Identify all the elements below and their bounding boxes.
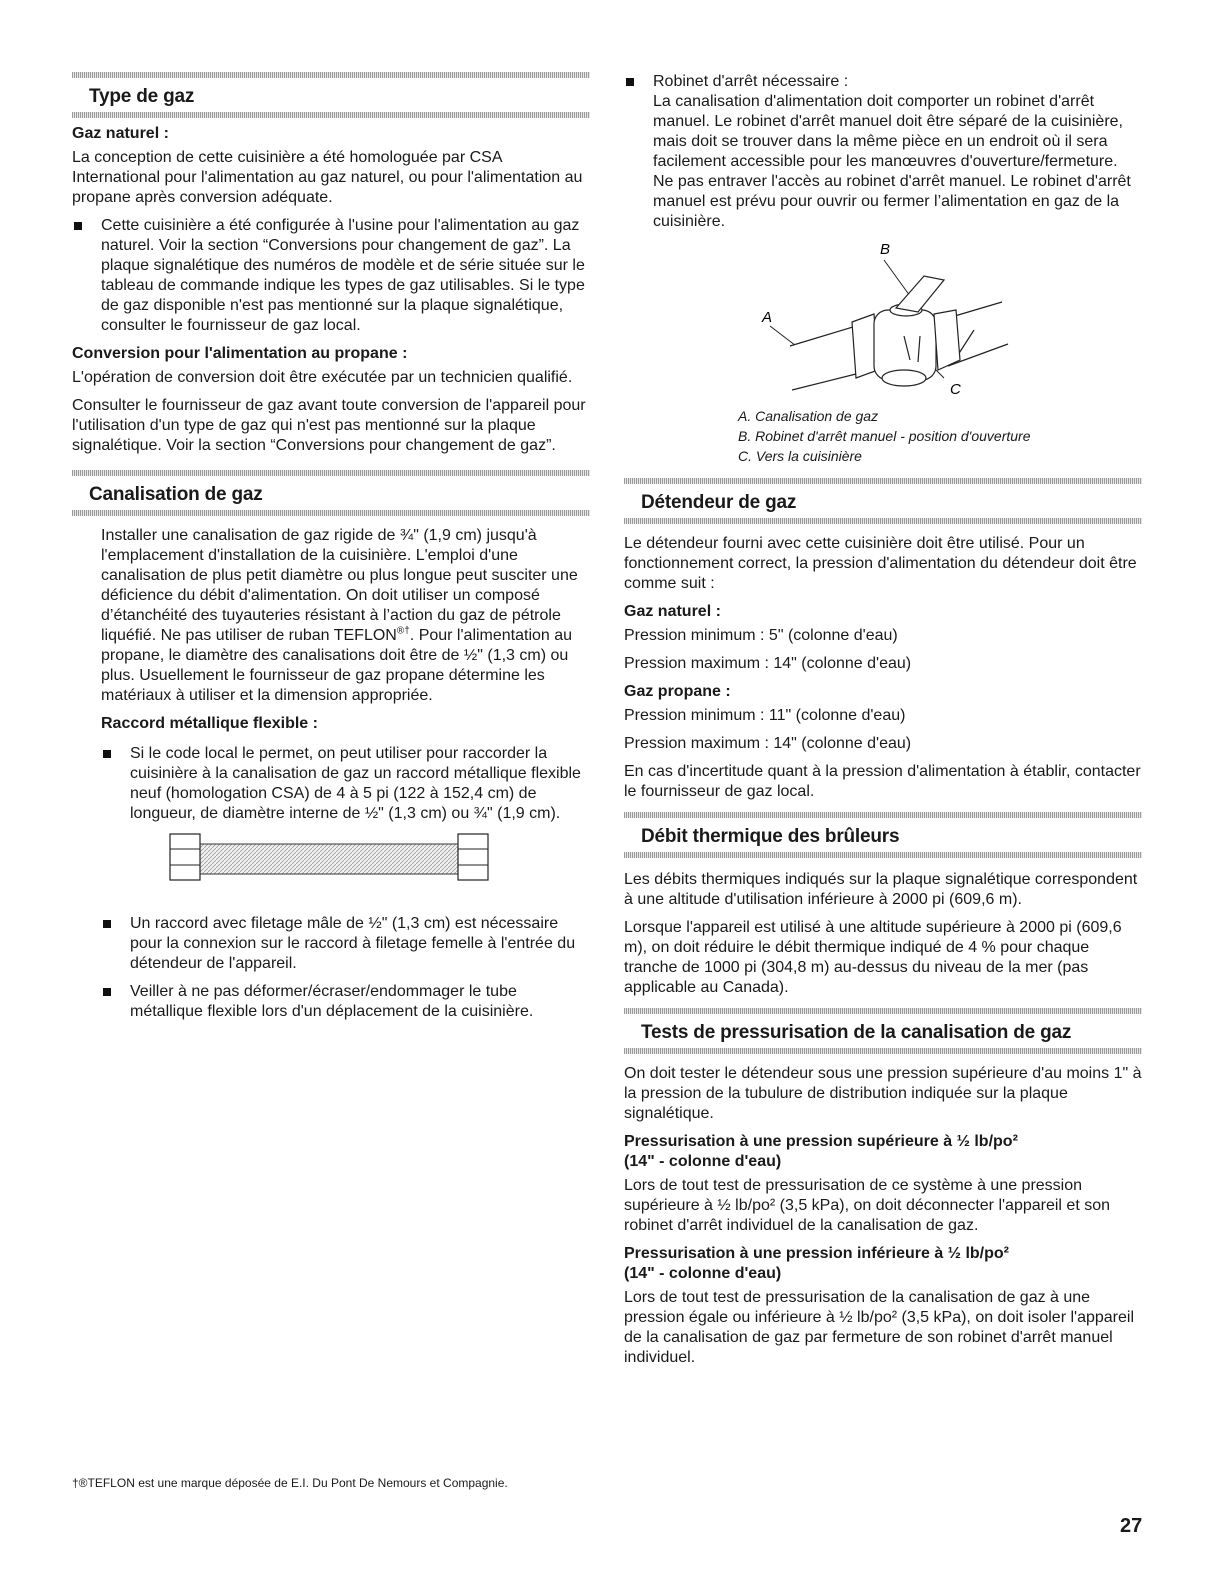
section-header-type-gaz (72, 72, 590, 118)
bullet-list (72, 216, 590, 336)
section-title: Type de gaz (89, 86, 195, 107)
section-rule (624, 1048, 1142, 1054)
list-item (72, 744, 590, 824)
leader-line (884, 260, 910, 296)
list-item-text: Si le code local le permet, on peut utiliser pour raccorder la cuisinière à la canalisation de gaz un raccord métallique flexible neuf (homologation CSA) de 4 à 5 pi (122 à 152,4 cm) de longueur, de diamètre interne de ½" (1,3 cm) ou ¾" (1,9 cm). (130, 745, 581, 822)
list-item (72, 216, 590, 336)
figure-caption (738, 406, 1142, 466)
valve-body (852, 276, 960, 386)
subheading-gaz-propane: Gaz propane : (624, 683, 731, 700)
subheading-line: Pressurisation à une pression supérieure à ½ lb/po² (624, 1133, 1018, 1150)
figure-label-c: C (950, 381, 961, 398)
paragraph: Pression maximum : 14" (colonne d'eau) (624, 735, 912, 752)
subheading-pression-superieure (624, 1132, 1142, 1172)
bullet-icon (103, 920, 111, 928)
section-header-debit (624, 812, 1142, 858)
shutoff-valve-illustration (734, 240, 1034, 400)
list-item-text: La canalisation d'alimentation doit comporter un robinet d'arrêt manuel. Le robinet d'arrêt manuel doit être séparé de la cuisinière, mais doit se trouver dans la même pièce en un endroit où il sera facilement accessible pour les manœuvres d'ouverture/fermeture. Ne pas entraver l'accès au robinet d'arrêt manuel. Le robinet d'arrêt manuel est prévu pour ouvrir ou fermer l’alimentation en gaz de la cuisinière. (653, 93, 1131, 230)
section-header-detendeur (624, 478, 1142, 524)
section-title: Débit thermique des brûleurs (641, 826, 900, 847)
bullet-list (624, 72, 1142, 232)
section-title: Tests de pressurisation de la canalisation de gaz (641, 1022, 1072, 1043)
caption-b: B. Robinet d'arrêt manuel - position d'ouverture (738, 428, 1031, 444)
bullet-list (72, 914, 590, 1022)
paragraph: En cas d'incertitude quant à la pression d'alimentation à établir, contacter le fournisseur de gaz local. (624, 763, 1141, 800)
paragraph: Le détendeur fourni avec cette cuisinière doit être utilisé. Pour un fonctionnement correct, la pression d'alimentation du détendeur doit être comme suit : (624, 535, 1137, 592)
bullet-icon (74, 222, 82, 230)
list-item (72, 982, 590, 1022)
subheading-raccord: Raccord métallique flexible : (101, 715, 318, 732)
paragraph: L'opération de conversion doit être exécutée par un technicien qualifié. (72, 369, 573, 386)
section-rule (624, 518, 1142, 524)
footnote: †®TEFLON est une marque déposée de E.I. Du Pont De Nemours et Compagnie. (72, 1476, 508, 1490)
paragraph (101, 526, 590, 706)
page-number: 27 (1120, 1515, 1143, 1537)
figure-label-b: B (880, 241, 891, 258)
subheading-gaz-naturel: Gaz naturel : (72, 125, 169, 142)
figure-label-a: A (762, 309, 773, 326)
subheading-pression-inferieure (624, 1244, 1142, 1284)
subheading-line: Pressurisation à une pression inférieure à ½ lb/po² (624, 1245, 1009, 1262)
paragraph: Les débits thermiques indiqués sur la plaque signalétique correspondent à une altitude d'utilisation inférieure à 2000 pi (609,6 m). (624, 871, 1138, 908)
left-column (72, 72, 590, 1030)
section-rule (624, 852, 1142, 858)
subheading-line: (14" - colonne d'eau) (624, 1265, 782, 1282)
list-item-title: Robinet d'arrêt nécessaire : (653, 73, 849, 90)
paragraph: Consulter le fournisseur de gaz avant toute conversion de l'appareil pour l'utilisation d'un type de gaz qui n'est pas mentionné sur la plaque signalétique. Voir la section “Conversions pour changement de gaz”. (72, 397, 586, 454)
bullet-icon (626, 78, 634, 86)
paragraph: La conception de cette cuisinière a été homologuée par CSA International pour l'alimentation au gaz naturel, ou pour l'alimentation au propane après conversion adéquate. (72, 149, 583, 206)
bullet-list (72, 744, 590, 824)
list-item-text: Un raccord avec filetage mâle de ½" (1,3 cm) est nécessaire pour la connexion sur le raccord à filetage femelle à l'entrée du détendeur de l'appareil. (130, 915, 576, 972)
section-title: Canalisation de gaz (89, 484, 263, 505)
caption-c: C. Vers la cuisinière (738, 448, 862, 464)
caption-a: A. Canalisation de gaz (738, 408, 879, 424)
list-item-text: Veiller à ne pas déformer/écraser/endommager le tube métallique flexible lors d'un déplacement de la cuisinière. (130, 983, 534, 1020)
subheading-conversion: Conversion pour l'alimentation au propane : (72, 345, 408, 362)
paragraph: On doit tester le détendeur sous une pression supérieure d'au moins 1" à la pression de la tubulure de distribution indiquée sur la plaque signalétique. (624, 1065, 1142, 1122)
list-item (72, 914, 590, 974)
bullet-icon (103, 750, 111, 758)
flexible-connector-illustration (168, 832, 508, 900)
subheading-line: (14" - colonne d'eau) (624, 1153, 782, 1170)
subheading-gaz-naturel: Gaz naturel : (624, 603, 721, 620)
superscript: ®† (396, 625, 410, 637)
list-item (624, 72, 1142, 232)
section-title: Détendeur de gaz (641, 492, 797, 513)
paragraph: Lors de tout test de pressurisation de la canalisation de gaz à une pression égale ou inférieure à ½ lb/po² (3,5 kPa), on doit isoler l'appareil de la canalisation de gaz par fermeture de son robinet d'arrêt manuel individuel. (624, 1289, 1135, 1366)
paragraph: Pression minimum : 11" (colonne d'eau) (624, 707, 906, 724)
right-column (624, 72, 1142, 1376)
section-header-tests (624, 1008, 1142, 1054)
paragraph: Lors de tout test de pressurisation de ce système à une pression supérieure à ½ lb/po² (3,5 kPa), on doit déconnecter l'appareil et son robinet d'arrêt individuel de la canalisation de gaz. (624, 1177, 1111, 1234)
paragraph: Lorsque l'appareil est utilisé à une altitude supérieure à 2000 pi (609,6 m), on doit réduire le débit thermique indiqué de 4 % pour chaque tranche de 1000 pi (304,8 m) au-dessus du niveau de la mer (pas applicable au Canada). (624, 919, 1122, 996)
section-rule (72, 112, 590, 118)
section-rule (72, 510, 590, 516)
paragraph: Pression minimum : 5" (colonne d'eau) (624, 627, 898, 644)
list-item-text: Cette cuisinière a été configurée à l'usine pour l'alimentation au gaz naturel. Voir la section “Conversions pour changement de gaz”. La plaque signalétique des numéros de modèle et de série située sur le tableau de commande indique les types de gaz utilisables. Si le type de gaz disponible n'est pas mentionné sur la plaque signalétique, consulter le fournisseur de gaz local. (101, 217, 585, 334)
section-header-canalisation (72, 470, 590, 516)
paragraph: Pression maximum : 14" (colonne d'eau) (624, 655, 912, 672)
paragraph-text: Installer une canalisation de gaz rigide de ¾" (1,9 cm) jusqu'à l'emplacement d'installation de la cuisinière. L'emploi d'une canalisation de plus petit diamètre ou plus longue peut susciter une déficience du débit d'alimentation. On doit utiliser un composé d’étanchéité des tuyauteries résistant à l’action du gaz de pétrole liquéfié. Ne pas utiliser de ruban TEFLON (101, 527, 578, 644)
paragraph-text: . Pour l'alimentation au propane, le diamètre des canalisations doit être de ½" (1,3 cm) ou plus. Usuellement le fournisseur de gaz propane détermine les matériaux à utiliser et la dimension appropriée. (101, 627, 573, 704)
bullet-icon (103, 988, 111, 996)
